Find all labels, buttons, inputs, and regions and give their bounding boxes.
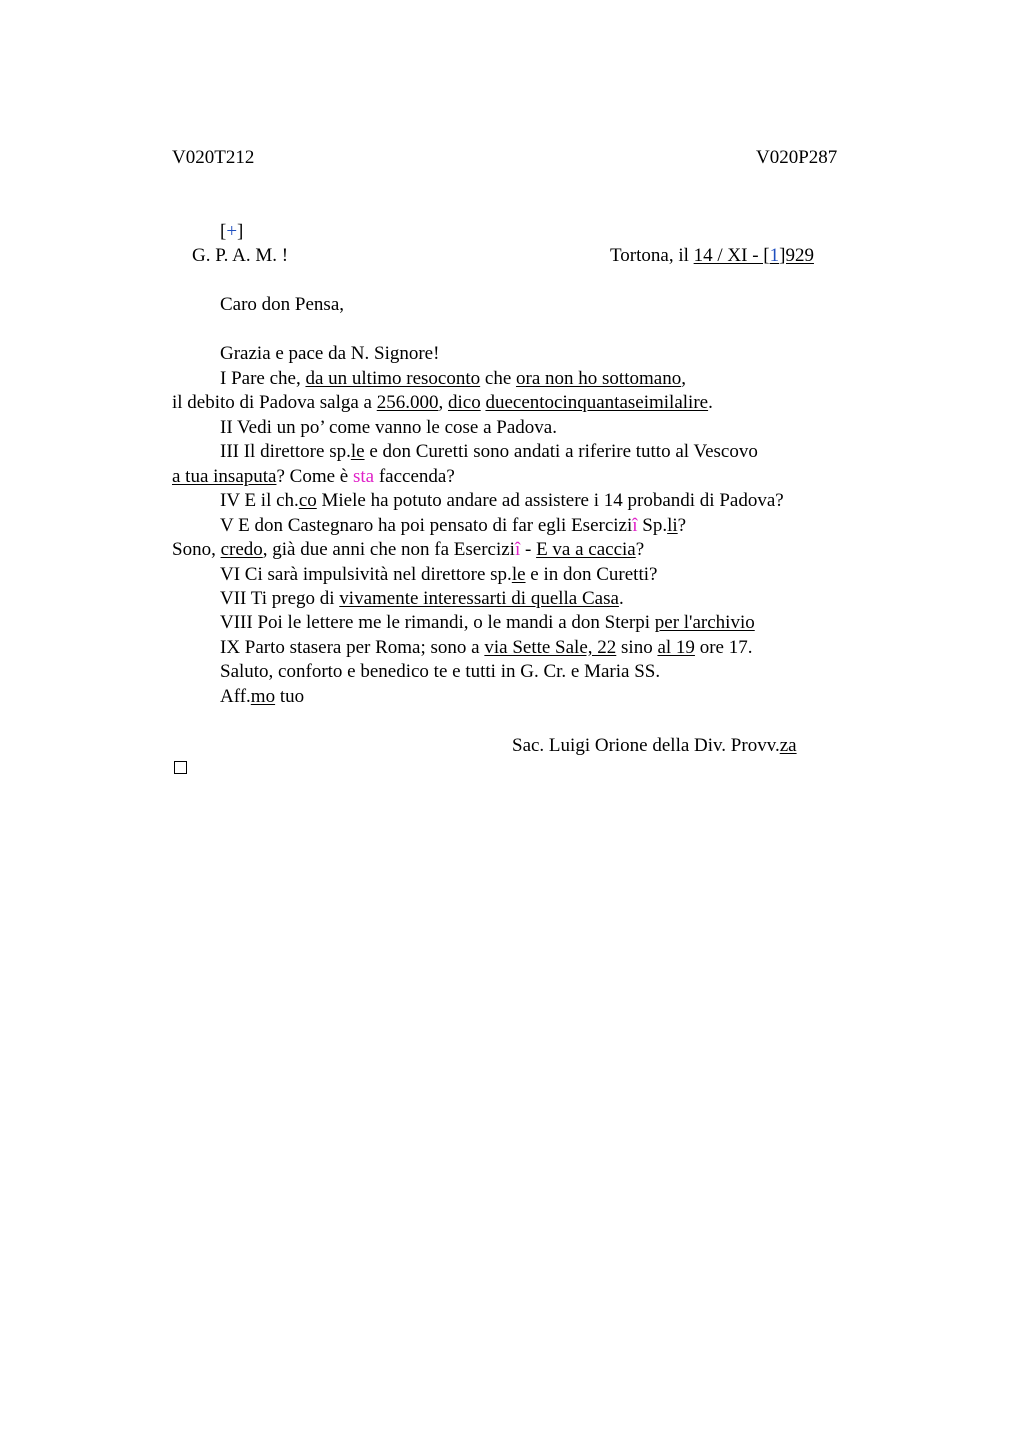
paragraph-3: III Il direttore sp.le e don Curetti sono andati a riferire tutto al Vescovo: [220, 441, 758, 462]
paragraph-9: IX Parto stasera per Roma; sono a via Sette Sale, 22 sino al 19 ore 17.: [220, 637, 753, 658]
cross-mark: [220, 220, 243, 244]
document-code-left: V020T212: [172, 147, 255, 168]
paragraph-8: VIII Poi le lettere me le rimandi, o le mandi a don Sterpi per l'archivio: [220, 612, 755, 633]
paragraph-2: II Vedi un po’ come vanno le cose a Padova.: [220, 417, 557, 438]
salutation: Caro don Pensa,: [220, 294, 345, 315]
affectionate-close: Aff.mo tuo: [220, 686, 305, 707]
paragraph-5-continued: Sono, credo, già due anni che non fa Eserciziî - E va a caccia?: [172, 539, 645, 560]
signature: Sac. Luigi Orione della Div. Provv.za: [512, 735, 797, 756]
motto: G. P. A. M. !: [192, 245, 289, 266]
paragraph-7: VII Ti prego di vivamente interessarti di quella Casa.: [220, 588, 624, 609]
paragraph-4: IV E il ch.co Miele ha potuto andare ad assistere i 14 probandi di Padova?: [220, 490, 784, 511]
paragraph-1-continued: il debito di Padova salga a 256.000, dico duecentocinquantaseimilalire.: [172, 392, 713, 413]
date: 14 / XI - [1]929: [693, 245, 814, 266]
cross-bracket-open: [: [220, 221, 227, 242]
greeting: Grazia e pace da N. Signore!: [220, 343, 440, 364]
circumflex-mark: î: [632, 515, 638, 536]
place: Tortona, il: [610, 245, 694, 266]
paragraph-6: VI Ci sarà impulsività nel direttore sp.le e in don Curetti?: [220, 564, 658, 585]
place-date: [610, 244, 814, 268]
paragraph-3-continued: a tua insaputa? Come è sta faccenda?: [172, 466, 455, 487]
closing: Saluto, conforto e benedico te e tutti in G. Cr. e Maria SS.: [220, 661, 661, 682]
paragraph-5: V E don Castegnaro ha poi pensato di far egli Eserciziî Sp.li?: [220, 515, 687, 536]
circumflex-mark: î: [514, 539, 521, 560]
checkbox-square-icon: [174, 761, 187, 774]
cross-icon: +: [226, 221, 238, 242]
paragraph-1: I Pare che, da un ultimo resoconto che ora non ho sottomano,: [220, 368, 686, 389]
cross-bracket-close: ]: [237, 221, 244, 242]
document-code-right: V020P287: [756, 147, 838, 168]
